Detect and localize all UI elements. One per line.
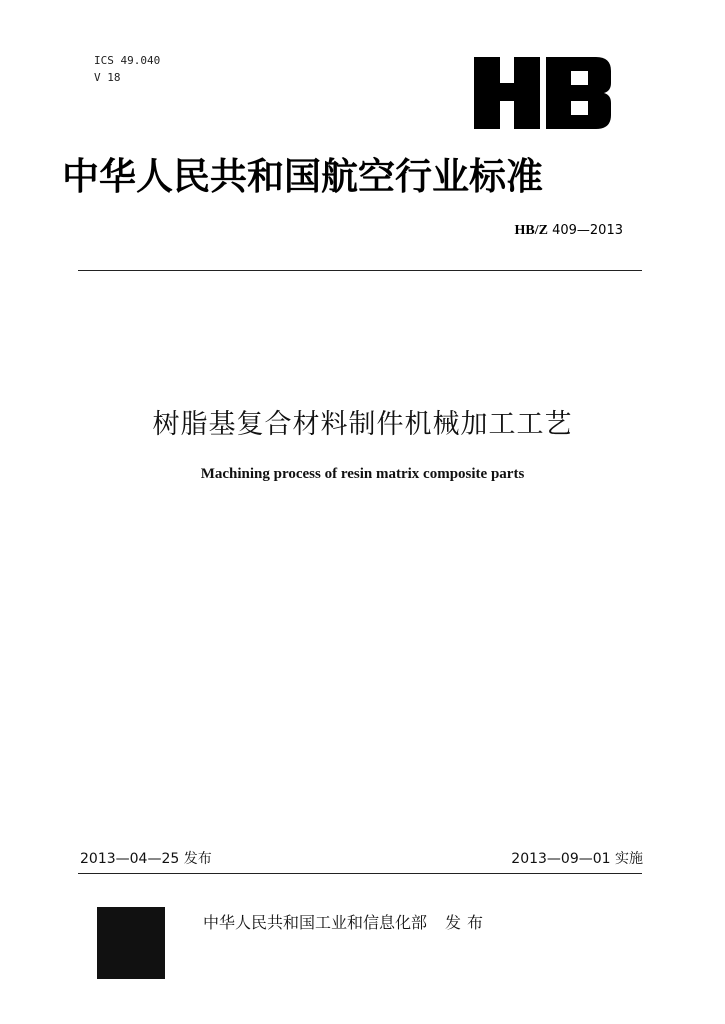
document-subtitle: Machining process of resin matrix composite parts bbox=[200, 466, 525, 482]
implement-date: 2013—09—01 实施 bbox=[511, 851, 643, 867]
document-title: 树脂基复合材料制件机械加工工艺 bbox=[152, 409, 573, 440]
publish-date: 2013—04—25 发布 bbox=[80, 851, 212, 867]
hb-logo bbox=[474, 57, 611, 129]
standard-title: 中华人民共和国航空行业标准 bbox=[62, 155, 543, 198]
publisher-line bbox=[203, 910, 489, 933]
standard-code-number: 409—2013 bbox=[552, 223, 623, 238]
classification-block bbox=[94, 52, 160, 86]
publisher-name: 中华人民共和国工业和信息化部 bbox=[203, 913, 428, 932]
footer-divider bbox=[78, 873, 642, 874]
standard-code-prefix: HB/Z bbox=[514, 223, 548, 238]
ics-code: ICS 49.040 bbox=[94, 54, 161, 67]
ministry-emblem-block bbox=[97, 907, 165, 979]
standard-code bbox=[380, 223, 623, 239]
issue-label: 发布 bbox=[445, 913, 490, 932]
header-divider bbox=[78, 270, 642, 271]
ccs-code: V 18 bbox=[94, 71, 121, 84]
